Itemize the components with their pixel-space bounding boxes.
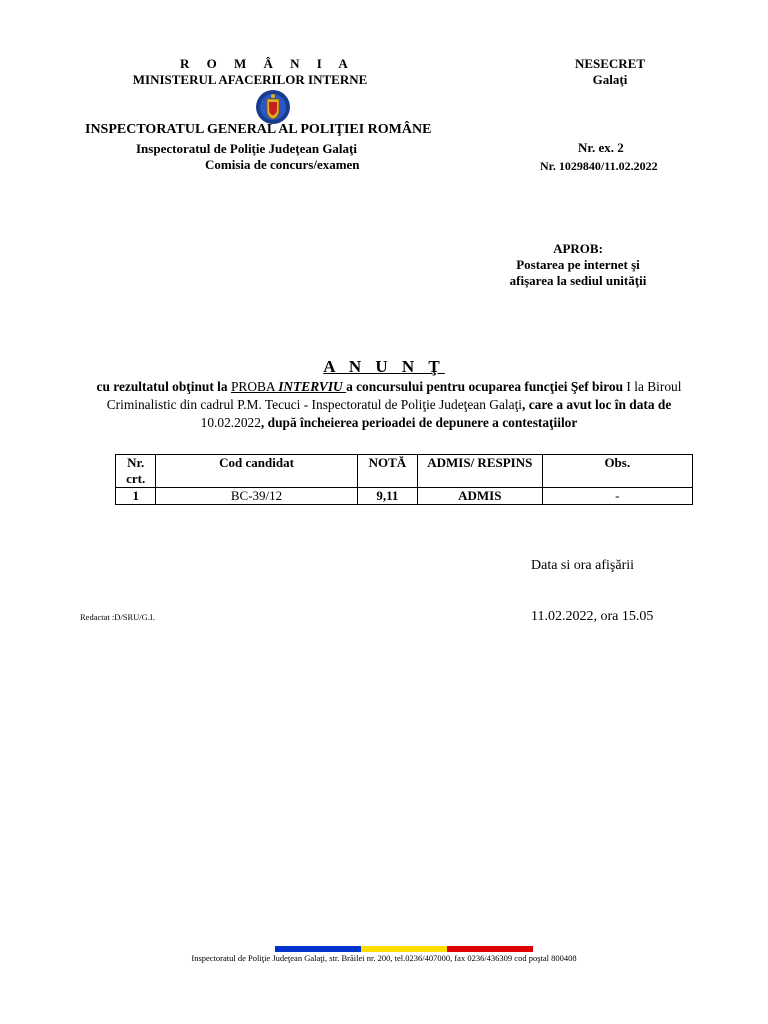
posting-value: 11.02.2022, ora 15.05 bbox=[531, 609, 654, 624]
cell-status: ADMIS bbox=[418, 488, 543, 505]
cell-cod: BC-39/12 bbox=[156, 488, 357, 505]
intro-text-4: , după încheierea perioadei de depunere a contestaţiilor bbox=[260, 415, 578, 430]
intro-date: 10.02.2022 bbox=[200, 415, 261, 430]
approval-line-2: afişarea la sediul unităţii bbox=[509, 273, 647, 288]
cell-obs: - bbox=[542, 488, 692, 505]
col-header-cod: Cod candidat bbox=[156, 455, 357, 488]
approval-label: APROB: bbox=[553, 241, 603, 256]
col-header-admis: ADMIS/ RESPINS bbox=[418, 455, 543, 488]
copy-number: Nr. ex. 2 bbox=[578, 140, 624, 155]
commission-title: Comisia de concurs/examen bbox=[205, 157, 360, 172]
drafted-by: Redactat :D/SRU/G.I. bbox=[80, 612, 155, 622]
intro-proba: PROBA bbox=[230, 379, 279, 394]
intro-text-1: cu rezultatul obţinut la bbox=[96, 379, 231, 394]
cell-nr: 1 bbox=[116, 488, 156, 505]
intro-text-3: , care a avut loc în data de bbox=[522, 397, 672, 412]
flag-yellow-stripe bbox=[361, 946, 447, 952]
coat-of-arms-icon bbox=[255, 88, 291, 126]
announcement-intro bbox=[80, 378, 698, 432]
table-header-row bbox=[116, 455, 693, 488]
classification-label: NESECRET bbox=[574, 56, 646, 71]
intro-text-2: a concursului pentru ocuparea funcţiei Şef birou bbox=[346, 379, 627, 394]
results-table bbox=[115, 454, 693, 505]
cell-nota: 9,11 bbox=[357, 488, 417, 505]
approval-line-1: Postarea pe internet şi bbox=[516, 257, 640, 272]
intro-interviu: INTERVIU bbox=[278, 379, 347, 394]
ministry-name: MINISTERUL AFACERILOR INTERNE bbox=[132, 72, 368, 87]
flag-red-stripe bbox=[447, 946, 533, 952]
posting-label: Data si ora afişării bbox=[531, 558, 635, 573]
registration-number: Nr. 1029840/11.02.2022 bbox=[540, 159, 658, 173]
igpr-title: INSPECTORATUL GENERAL AL POLIŢIEI ROMÂNE bbox=[85, 122, 432, 137]
ipj-title: Inspectoratul de Poliţie Judeţean Galaţi bbox=[136, 141, 357, 156]
footer-address: Inspectoratul de Poliţie Judeţean Galaţi, str. Brăilei nr. 200, tel.0236/407000, fax 0236/436309 cod poştal 800408 bbox=[191, 953, 577, 963]
flag-blue-stripe bbox=[275, 946, 361, 952]
approval-block bbox=[478, 241, 678, 289]
col-header-nota: NOTĂ bbox=[357, 455, 417, 488]
country-name: R O M Â N I A bbox=[180, 56, 355, 71]
announcement-title: A N U N Ţ bbox=[323, 357, 445, 376]
city-label: Galaţi bbox=[592, 72, 628, 87]
tricolor-bar bbox=[275, 946, 533, 952]
table-row bbox=[116, 488, 693, 505]
col-header-obs: Obs. bbox=[542, 455, 692, 488]
intro-position: I la Biroul Criminalistic din cadrul P.M. Tecuci - Inspectoratul de Poliţie Judeţean Galaţi bbox=[106, 379, 682, 412]
col-header-nr: Nr. crt. bbox=[116, 455, 156, 488]
